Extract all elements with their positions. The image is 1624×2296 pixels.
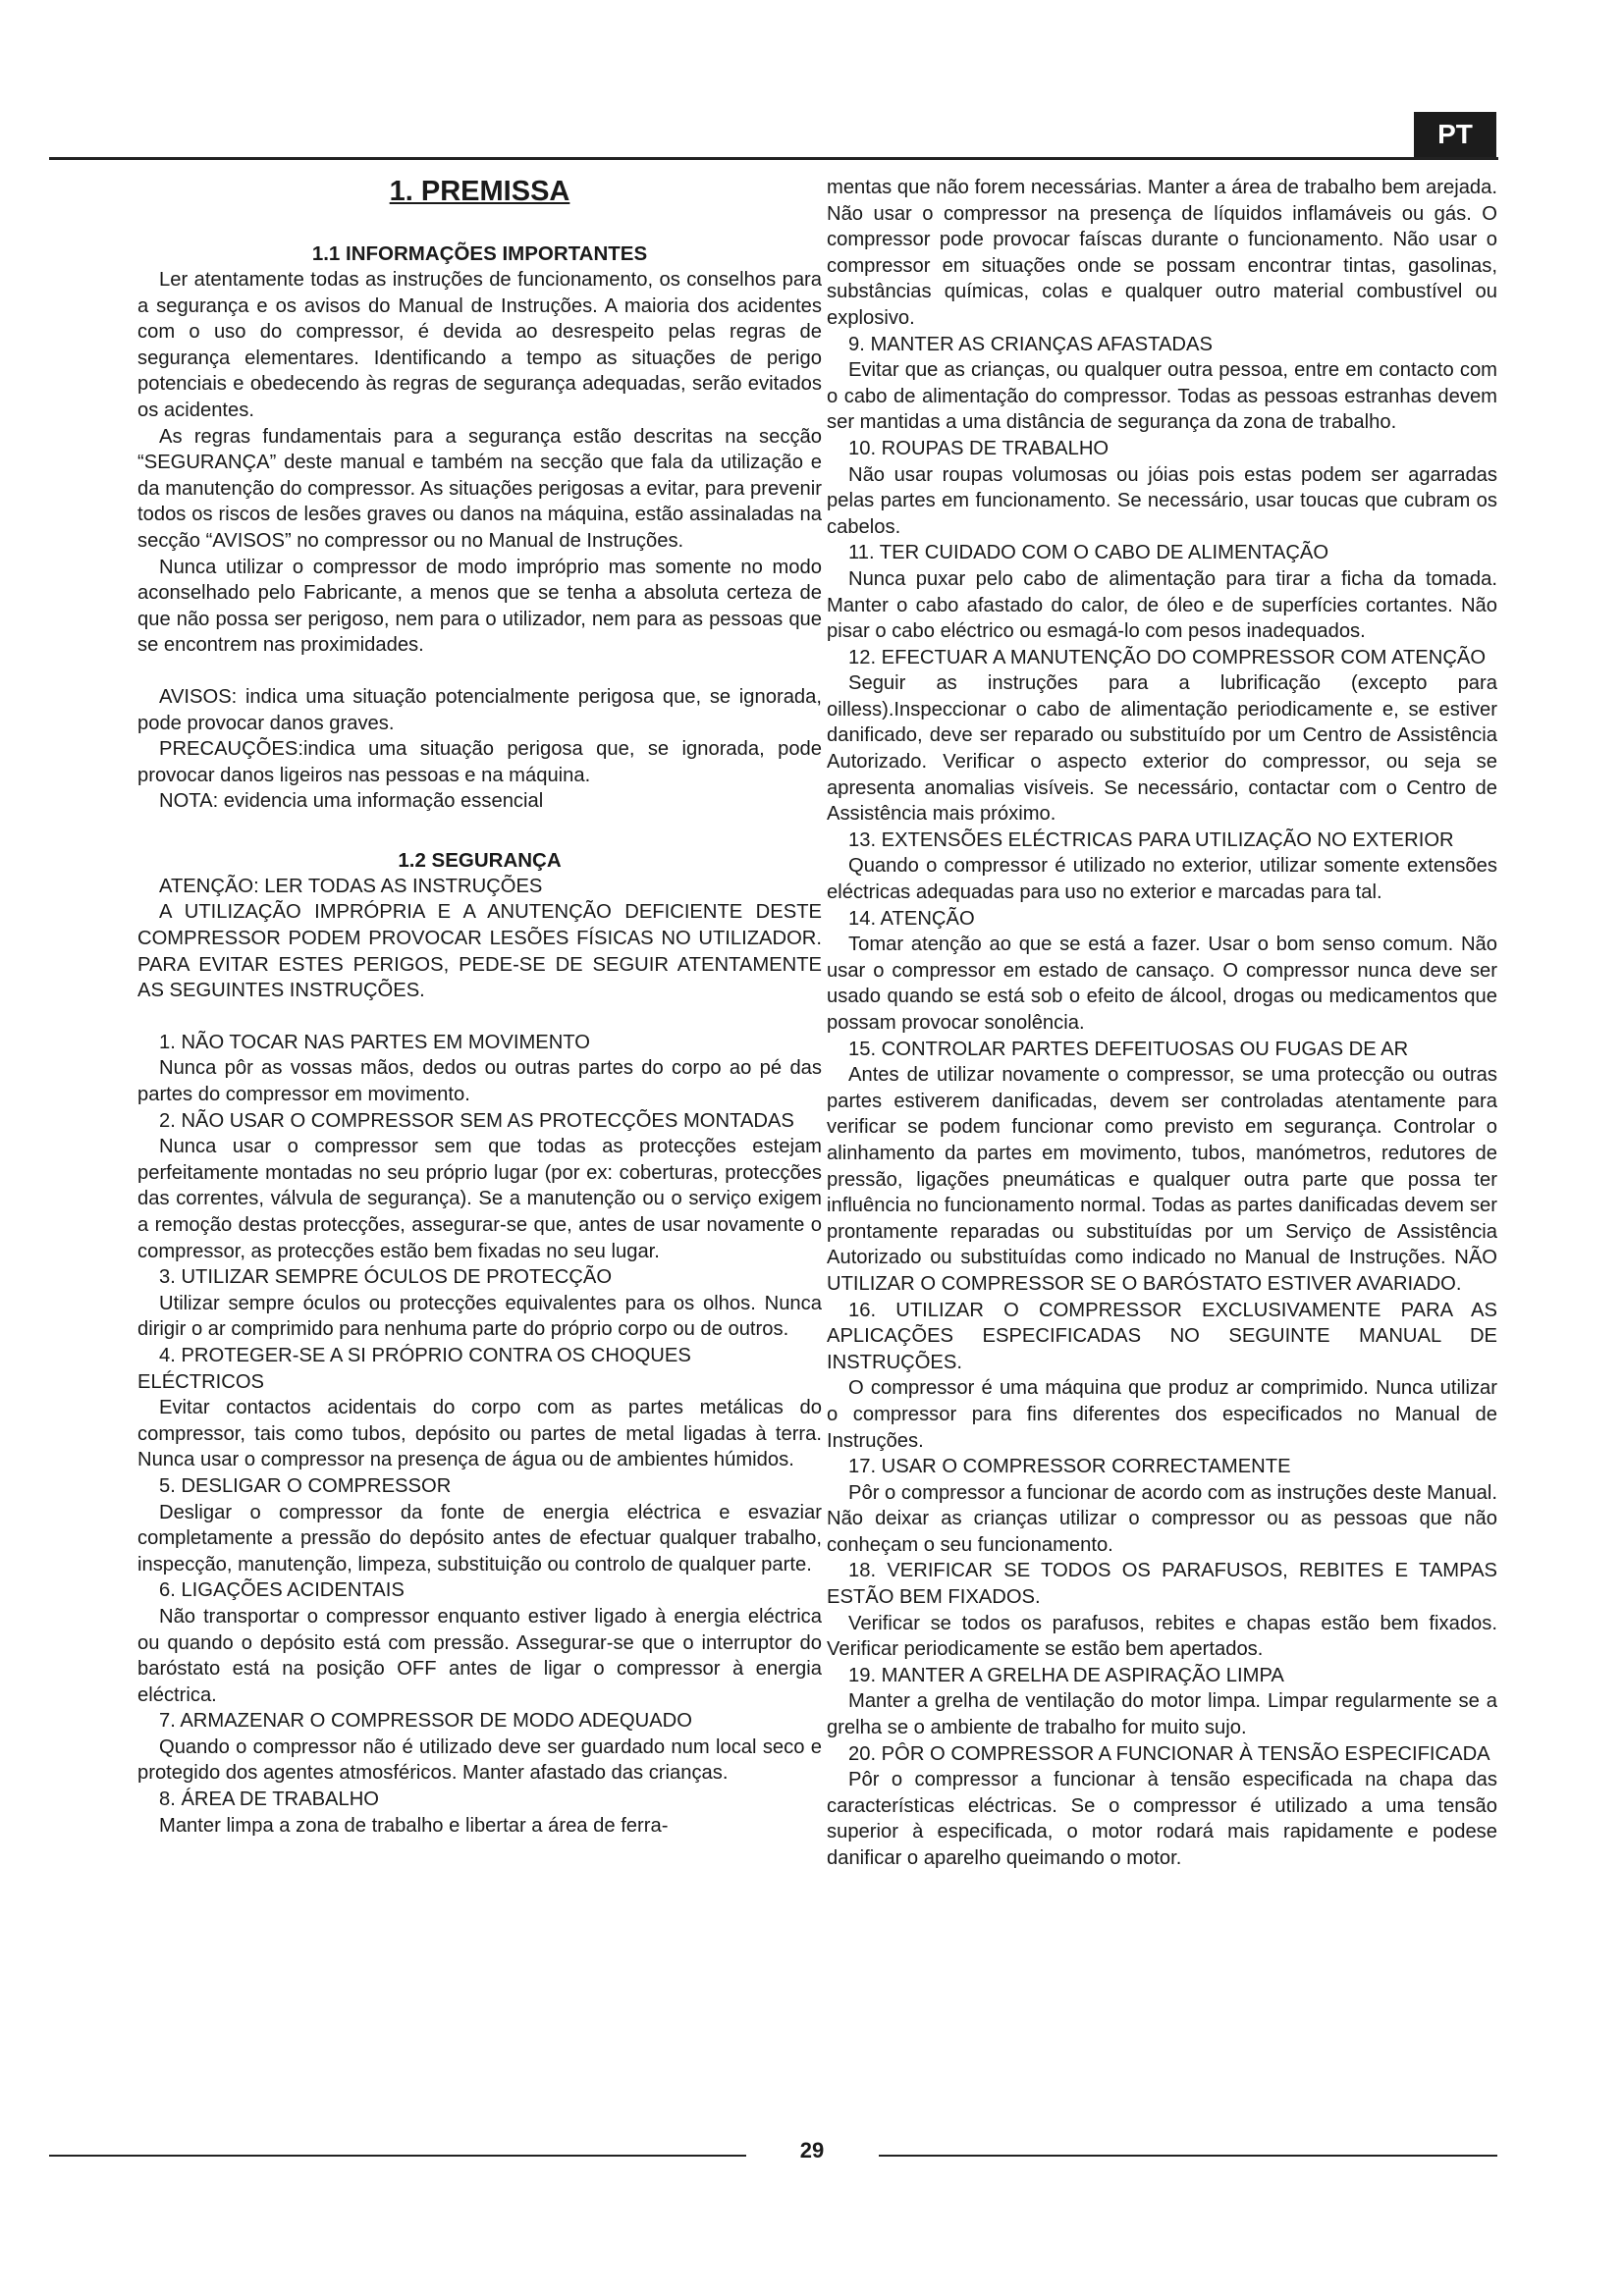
item-18-body: Verificar se todos os parafusos, rebites e chapas estão bem fixados. Verificar periodicamente se estão bem apertados. [827,1612,1497,1661]
item-9-title: 9. MANTER AS CRIANÇAS AFASTADAS [848,333,1213,355]
item-14-title: 14. ATENÇÃO [848,907,975,930]
item-10-title: 10. ROUPAS DE TRABALHO [848,437,1110,459]
item-12-body: Seguir as instruções para a lubrificação (excepto para oilless).Inspeccionar o cabo de alimentação periodicamente e, se estiver danificado, deve ser reparado ou substituído por um Centro de Assistência Autorizado. Verificar o aspecto exterior do compressor, ou seja se apresenta anomalias visíveis. Se necessário, contactar com o Centro de Assistência mais próximo. [827,672,1497,826]
definition-nota: NOTA: evidencia uma informação essencial [159,790,544,813]
definition-precaucoes: PRECAUÇÕES:indica uma situação perigosa que, se ignorada, pode provocar danos ligeiros nas pessoas e na máquina. [137,738,822,786]
warning-read-instructions: ATENÇÃO: LER TODAS AS INSTRUÇÕES [159,875,543,897]
item-13-title: 13. EXTENSÕES ELÉCTRICAS PARA UTILIZAÇÃO NO EXTERIOR [848,828,1454,851]
left-column [137,175,822,1839]
item-6-body: Não transportar o compressor enquanto estiver ligado à energia eléctrica ou quando o depósito está com pressão. Assegurar-se que o interruptor do baróstato está na posição OFF antes de ligar o compressor à energia eléctrica. [137,1605,822,1706]
paragraph-rules: As regras fundamentais para a segurança estão descritas na secção “SEGURANÇA” deste manual e também na secção que fala da utilização e da manutenção do compressor. As situações perigosas a evitar, para prevenir todos os riscos de lesões graves ou danos na máquina, estão assinaladas na secção “AVISOS” no compressor ou no Manual de Instruções. [137,425,822,552]
item-9-body: Evitar que as crianças, ou qualquer outra pessoa, entre em contacto com o cabo de alimentação do compressor. Todas as pessoas estranhas devem ser mantidas a uma distância de segurança da zona de trabalho. [827,359,1497,434]
item-2-title: 2. NÃO USAR O COMPRESSOR SEM AS PROTECÇÕES MONTADAS [159,1109,794,1132]
right-column [827,175,1497,1872]
item-19-body: Manter a grelha de ventilação do motor limpa. Limpar regularmente se a grelha se o ambiente de trabalho for muito sujo. [827,1690,1497,1739]
warning-caps-paragraph: A UTILIZAÇÃO IMPRÓPRIA E A ANUTENÇÃO DEFICIENTE DESTE COMPRESSOR PODEM PROVOCAR LESÕES FÍSICAS NO UTILIZADOR. PARA EVITAR ESTES PERIGOS, PEDE-SE DE SEGUIR ATENTAMENTE AS SEGUINTES INSTRUÇÕES. [137,901,822,1002]
footer-rule-left [49,2155,746,2157]
item-3-body: Utilizar sempre óculos ou protecções equivalentes para os olhos. Nunca dirigir o ar comprimido para nenhuma parte do próprio corpo ou de outros. [137,1292,822,1341]
section-heading-important-info: 1.1 INFORMAÇÕES IMPORTANTES [311,242,648,265]
item-20-body: Pôr o compressor a funcionar à tensão especificada na chapa das características eléctricas. Se o compressor é utilizado a uma tensão superior à especificada, o motor rodará mais rapidamente e podese danificar o aparelho queimando o motor. [827,1769,1497,1869]
item-4-title: 4. PROTEGER-SE A SI PRÓPRIO CONTRA OS CHOQUES ELÉCTRICOS [137,1344,691,1393]
item-1-title: 1. NÃO TOCAR NAS PARTES EM MOVIMENTO [159,1031,590,1053]
item-8-title: 8. ÁREA DE TRABALHO [159,1789,380,1811]
item-3-title: 3. UTILIZAR SEMPRE ÓCULOS DE PROTECÇÃO [159,1266,613,1289]
section-heading-safety: 1.2 SEGURANÇA [398,848,562,872]
item-7-title: 7. ARMAZENAR O COMPRESSOR DE MODO ADEQUADO [159,1710,692,1733]
item-17-title: 17. USAR O COMPRESSOR CORRECTAMENTE [848,1456,1291,1478]
item-2-body: Nunca usar o compressor sem que todas as protecções estejam perfeitamente montadas no seu próprio lugar (por ex: coberturas, protecções das correntes, válvula de segurança). Se a manutenção ou o serviço exigem a remoção destas protecções, assegurar-se que, antes de usar novamente o compressor, as protecções estão bem fixadas no seu lugar. [137,1136,822,1262]
item-11-body: Nunca puxar pelo cabo de alimentação para tirar a ficha da tomada. Manter o cabo afastado do calor, de óleo e de superfícies cortantes. Não pisar o cabo eléctrico ou esmagá-lo com pesos inadequados. [827,567,1497,643]
item-17-body: Pôr o compressor a funcionar de acordo com as instruções deste Manual. Não deixar as crianças utilizar o compressor ou as pessoas que não conheçam o seu funcionamento. [827,1481,1497,1556]
definition-avisos: AVISOS: indica uma situação potencialmente perigosa que, se ignorada, pode provocar danos graves. [137,685,822,734]
item-5-title: 5. DESLIGAR O COMPRESSOR [159,1474,452,1497]
item-11-title: 11. TER CUIDADO COM O CABO DE ALIMENTAÇÃO [848,542,1329,564]
item-8-body: Manter limpa a zona de trabalho e libertar a área de ferra- [159,1814,669,1837]
item-6-title: 6. LIGAÇÕES ACIDENTAIS [159,1579,405,1602]
item-19-title: 19. MANTER A GRELHA DE ASPIRAÇÃO LIMPA [848,1664,1284,1686]
item-8-body-continued: mentas que não forem necessárias. Manter a área de trabalho bem arejada. Não usar o compressor na presença de líquidos inflamáveis ou gás. O compressor pode provocar faíscas durante o funcionamento. Não usar o compressor em situações onde se possam encontrar tintas, gasolinas, substâncias químicas, colas e qualquer outro material combustível ou explosivo. [827,177,1497,329]
chapter-title: 1. PREMISSA [389,176,570,207]
item-5-body: Desligar o compressor da fonte de energia eléctrica e esvaziar completamente a pressão do depósito antes de efectuar qualquer trabalho, inspecção, manutenção, limpeza, substituição ou controlo de qualquer parte. [137,1501,822,1575]
item-16-body: O compressor é uma máquina que produz ar comprimido. Nunca utilizar o compressor para fins diferentes dos especificados no Manual de Instruções. [827,1377,1497,1452]
header-rule [49,157,1498,160]
item-20-title: 20. PÔR O COMPRESSOR A FUNCIONAR À TENSÃO ESPECIFICADA [848,1742,1490,1765]
item-13-body: Quando o compressor é utilizado no exterior, utilizar somente extensões eléctricas adequadas para uso no exterior e marcadas para tal. [827,855,1497,904]
item-4-body: Evitar contactos acidentais do corpo com as partes metálicas do compressor, tais como tubos, depósito ou partes de metal ligadas à terra. Nunca usar o compressor na presença de água ou de ambientes húmidos. [137,1397,822,1471]
item-15-body: Antes de utilizar novamente o compressor, se uma protecção ou outras partes estiverem danificadas, devem ser controladas atentamente para verificar se podem funcionar como previsto em segurança. Controlar o alinhamento da partes em movimento, tubos, manómetros, redutores de pressão, ligações pneumáticas e qualquer outra parte que possa ter influência no funcionamento normal. Todas as partes danificadas devem ser prontamente reparadas ou substituídas por um Serviço de Assistência Autorizado ou substituídas como indicado no Manual de Instruções. NÃO UTILIZAR O COMPRESSOR SE O BARÓSTATO ESTIVER AVARIADO. [827,1064,1497,1295]
item-7-body: Quando o compressor não é utilizado deve ser guardado num local seco e protegido dos agentes atmosféricos. Manter afastado das crianças. [137,1735,822,1785]
paragraph-intro: Ler atentamente todas as instruções de funcionamento, os conselhos para a segurança e os avisos do Manual de Instruções. A maioria dos acidentes com o uso do compressor, é devida ao desrespeito pelas regras de segurança elementares. Identificando a tempo as situações de perigo potenciais e obedecendo às regras de segurança adequadas, serão evitados os acidentes. [137,269,822,421]
item-14-body: Tomar atenção ao que se está a fazer. Usar o bom senso comum. Não usar o compressor em estado de cansaço. O compressor nunca deve ser usado quando se está sob o efeito de álcool, drogas ou medicamentos que possam provocar sonolência. [827,934,1497,1034]
item-10-body: Não usar roupas volumosas ou jóias pois estas podem ser agarradas pelas partes em funcionamento. Se necessário, usar toucas que cubram os cabelos. [827,463,1497,538]
language-badge: PT [1414,112,1496,157]
item-16-title: 16. UTILIZAR O COMPRESSOR EXCLUSIVAMENTE PARA AS APLICAÇÕES ESPECIFICADAS NO SEGUINTE MANUAL DE INSTRUÇÕES. [827,1299,1497,1373]
item-1-body: Nunca pôr as vossas mãos, dedos ou outras partes do corpo ao pé das partes do compressor em movimento. [137,1057,822,1106]
item-12-title: 12. EFECTUAR A MANUTENÇÃO DO COMPRESSOR COM ATENÇÃO [848,646,1487,668]
footer-rule-right [879,2155,1497,2157]
page-number: 29 [799,2138,825,2163]
item-15-title: 15. CONTROLAR PARTES DEFEITUOSAS OU FUGAS DE AR [848,1038,1409,1060]
paragraph-proper-use: Nunca utilizar o compressor de modo impróprio mas somente no modo aconselhado pelo Fabricante, a menos que se tenha a absoluta certeza de que não possa ser perigoso, nem para o utilizador, nem para as pessoas que se encontrem nas proximidades. [137,556,822,657]
item-18-title: 18. VERIFICAR SE TODOS OS PARAFUSOS, REBITES E TAMPAS ESTÃO BEM FIXADOS. [827,1560,1497,1609]
